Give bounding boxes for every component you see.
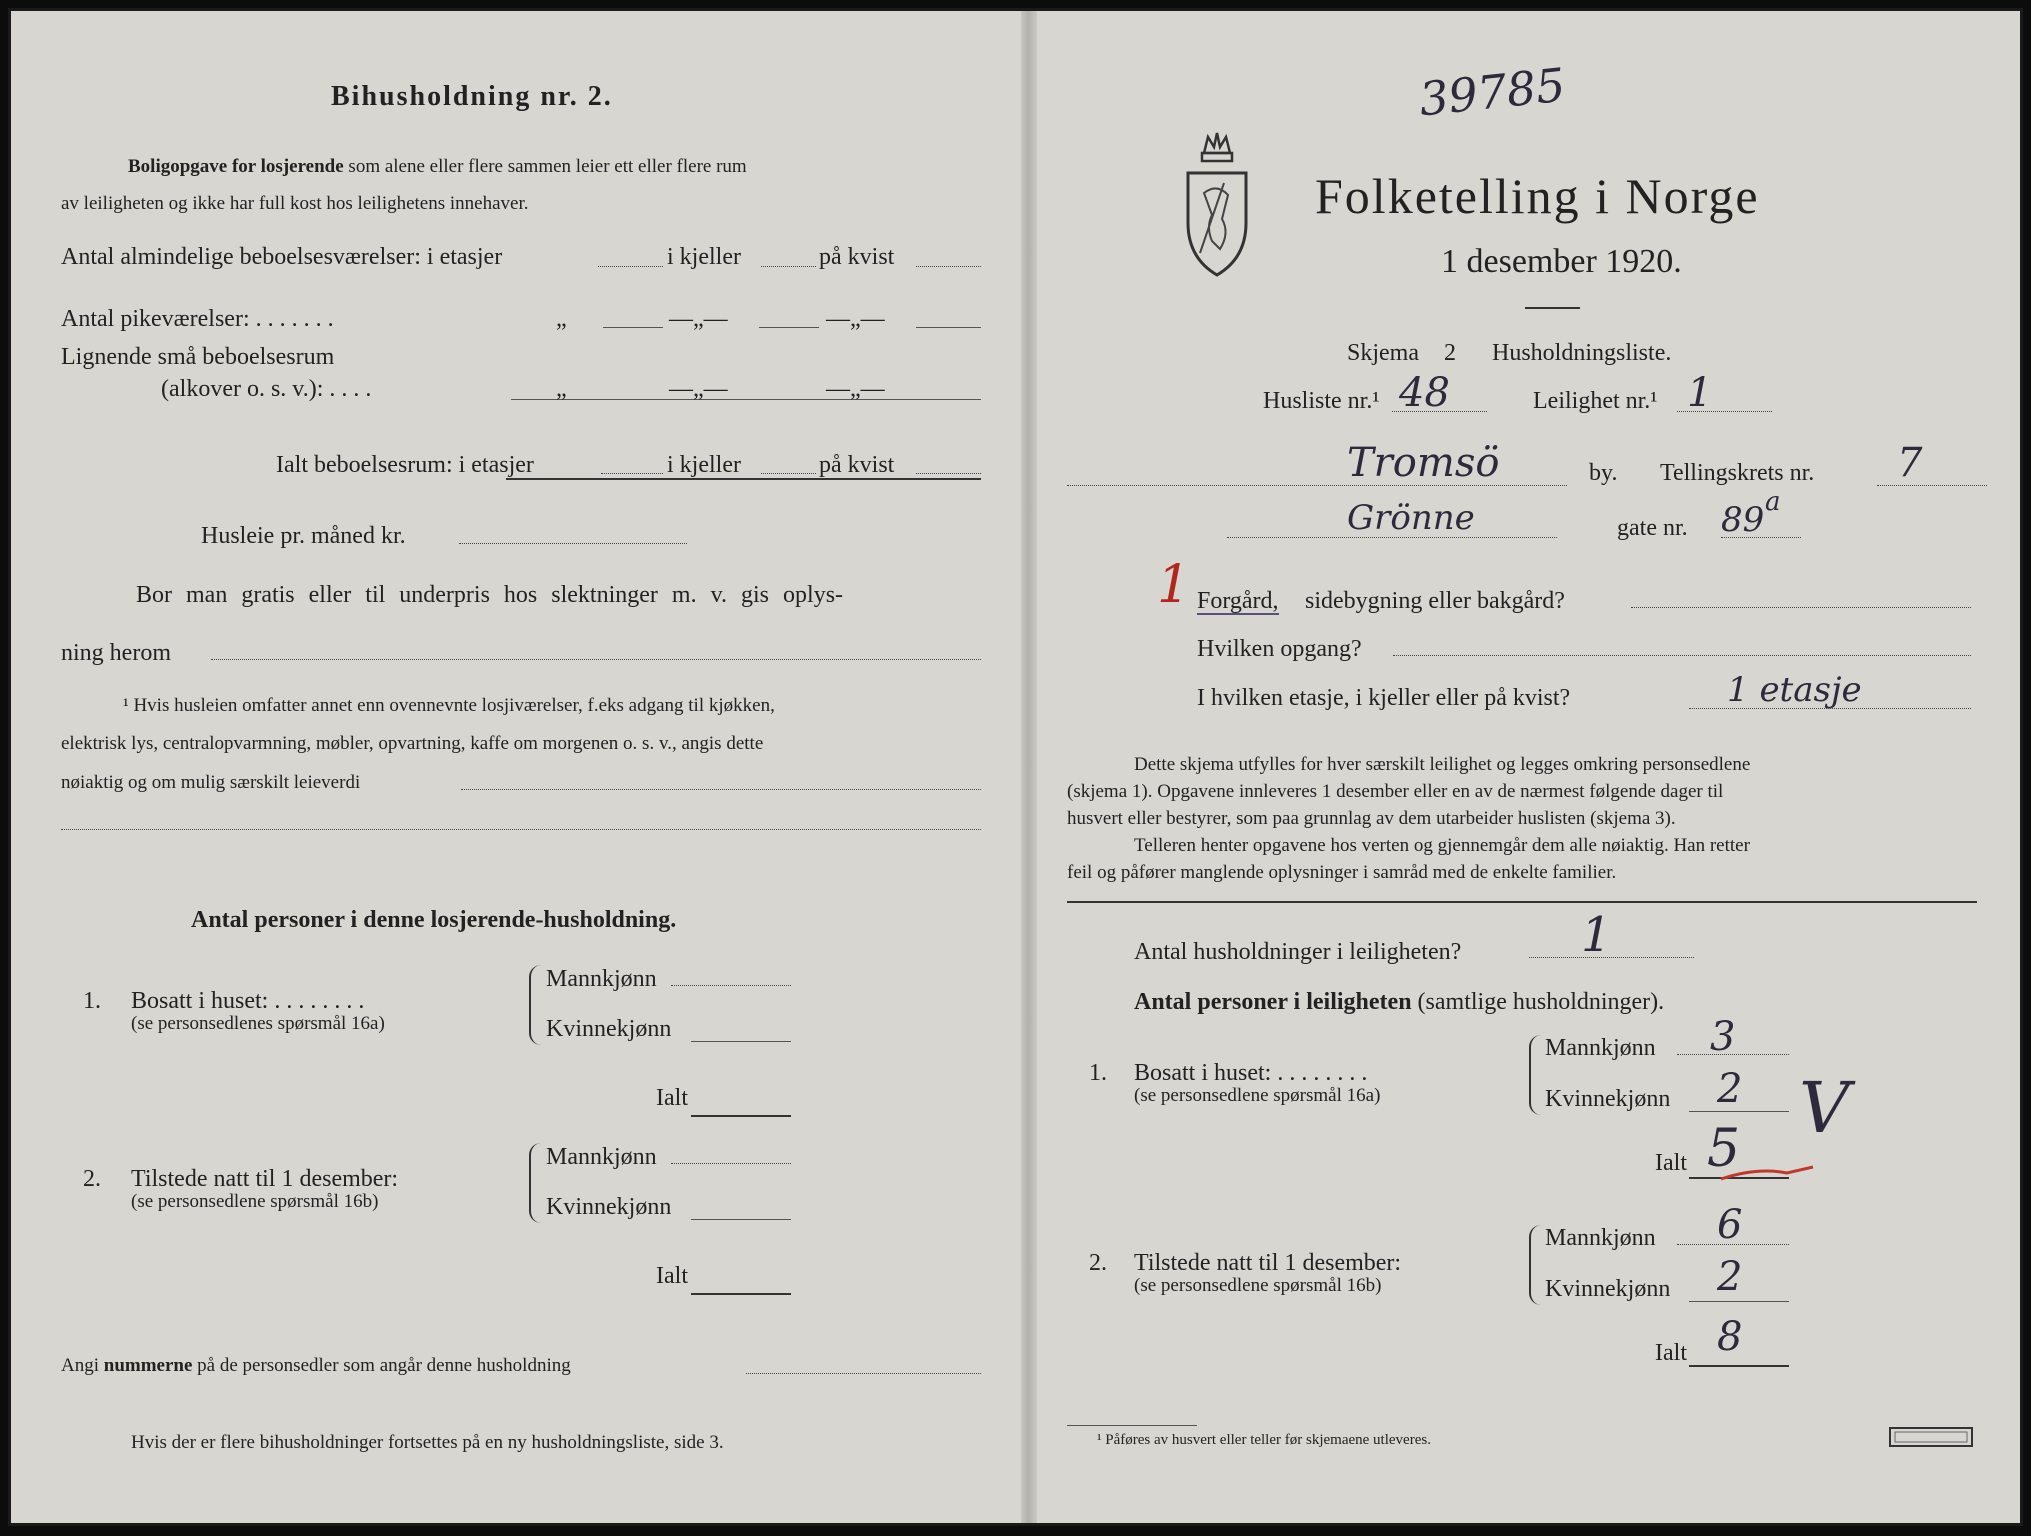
intro-line2: av leiligheten og ikke har full kost hos leilighetens innehaver. [61, 193, 529, 214]
right-q2-sub: (se personsedlene spørsmål 16b) [1134, 1275, 1382, 1296]
forgard-label: Forgård, [1197, 588, 1279, 614]
intro-rest: som alene eller flere sammen leier ett eller flere rum [348, 156, 747, 177]
rooms-label: Antal almindelige beboelsesværelser: i etasjer [61, 244, 503, 270]
husliste-value: 48 [1399, 370, 1450, 416]
skjema-value: 2 [1444, 340, 1456, 366]
instr-line1: Dette skjema utfylles for hver særskilt leilighet og legges omkring personsedlene [1134, 754, 1751, 775]
right-footnote: ¹ Påføres av husvert eller teller før skjemaene utleveres. [1097, 1432, 1431, 1448]
ialt-kvist: på kvist [819, 452, 895, 478]
page-fold [1021, 11, 1037, 1523]
right-q2-kvinne: Kvinnekjønn [1545, 1276, 1671, 1302]
by-label: by. [1589, 460, 1618, 486]
red-underline-mark [1717, 1161, 1817, 1187]
left-footer: Hvis der er flere bihusholdninger fortsettes på en ny husholdningsliste, side 3. [131, 1432, 724, 1453]
left-title: Bihusholdning nr. 2. [331, 81, 613, 112]
free-line1: Bor man gratis eller til underpris hos slektninger m. v. gis oplys- [136, 582, 844, 608]
archive-number: 39785 [1416, 57, 1568, 127]
angi-field [746, 1373, 981, 1374]
printer-stamp-icon [1889, 1427, 1973, 1447]
small-rooms-sub: (alkover o. s. v.): . . . . [161, 376, 372, 402]
note-line1: ¹ Hvis husleien omfatter annet enn ovennevnte losjiværelser, f.eks adgang til kjøkken, [123, 695, 775, 716]
right-q1-ialt: Ialt [1655, 1150, 1687, 1176]
city-value: Tromsö [1347, 440, 1500, 486]
households-label: Antal husholdninger i leiligheten? [1134, 939, 1462, 965]
left-q1-sub: (se personsedlenes spørsmål 16a) [131, 1013, 385, 1034]
right-q2-kvinne-value: 2 [1717, 1254, 1743, 1300]
persons-rest: (samtlige husholdninger). [1417, 989, 1665, 1015]
right-q1-ialt-value: 5 [1707, 1119, 1741, 1179]
angi-2: på de personsedler som angår denne husholdning [197, 1355, 571, 1376]
etasje-value: 1 etasje [1727, 670, 1862, 710]
street-value: Grönne [1347, 498, 1475, 538]
left-q2-mann: Mannkjønn [546, 1144, 657, 1170]
forgard-rest: sidebygning eller bakgård? [1305, 588, 1565, 614]
right-q1-kvinne: Kvinnekjønn [1545, 1086, 1671, 1112]
right-q1-kvinne-value: 2 [1717, 1066, 1743, 1112]
opgang-label: Hvilken opgang? [1197, 636, 1362, 662]
pike-ditto-2: —„— [669, 306, 728, 332]
leilighet-label: Leilighet nr.¹ [1533, 388, 1658, 414]
instr-line4: Telleren henter opgavene hos verten og gjennemgår dem alle nøiaktig. Han retter [1134, 835, 1750, 856]
left-q1-ialt: Ialt [656, 1085, 688, 1111]
right-q1-num: 1. [1089, 1060, 1107, 1086]
left-persons-heading: Antal personer i denne losjerende-husholdning. [191, 907, 677, 933]
left-q1-kvinne: Kvinnekjønn [546, 1016, 672, 1042]
pike-ditto-3: —„— [826, 306, 885, 332]
right-q2-mann-value: 6 [1717, 1202, 1743, 1248]
ialt-rooms-label: Ialt beboelsesrum: i etasjer [276, 452, 534, 478]
intro-bold: Boligopgave for losjerende [128, 156, 344, 177]
skjema-label: Skjema [1347, 340, 1419, 366]
right-q2-label: Tilstede natt til 1 desember: [1134, 1250, 1402, 1276]
right-q1-sub: (se personsedlene spørsmål 16a) [1134, 1085, 1381, 1106]
leilighet-value: 1 [1687, 370, 1713, 416]
pike-label: Antal pikeværelser: . . . . . . . [61, 306, 334, 332]
rent-field [459, 543, 687, 544]
left-q1-label: Bosatt i huset: . . . . . . . . [131, 988, 365, 1014]
rent-label: Husleie pr. måned kr. [201, 523, 406, 549]
right-page [1037, 11, 2023, 1523]
free-field [211, 659, 981, 660]
left-q1-num: 1. [83, 988, 101, 1014]
left-q2-sub: (se personsedlene spørsmål 16b) [131, 1191, 379, 1212]
right-q1-label: Bosatt i huset: . . . . . . . . [1134, 1060, 1368, 1086]
small-ditto: „ [556, 376, 567, 402]
instr-line5: feil og påfører manglende oplysninger i samråd med de enkelte familier. [1067, 862, 1617, 883]
free-line2: ning herom [61, 640, 171, 666]
right-q2-ialt-value: 8 [1717, 1314, 1743, 1360]
small-rooms-label: Lignende små beboelsesrum [61, 344, 335, 370]
right-q2-num: 2. [1089, 1250, 1107, 1276]
left-q2-ialt: Ialt [656, 1263, 688, 1289]
note-line3: nøiaktig og om mulig særskilt leieverdi [61, 772, 361, 793]
right-title: Folketelling i Norge [1315, 168, 1760, 224]
instr-line3: husvert eller bestyrer, som paa grunnlag av dem utarbeider huslisten (skjema 3). [1067, 808, 1676, 829]
red-mark: 1 [1157, 555, 1191, 615]
etasje-label: I hvilken etasje, i kjeller eller på kvist? [1197, 685, 1571, 711]
krets-label: Tellingskrets nr. [1660, 460, 1815, 486]
left-q2-num: 2. [83, 1166, 101, 1192]
check-mark: V [1799, 1067, 1850, 1149]
ialt-kjeller: i kjeller [667, 452, 741, 478]
rooms-kvist: på kvist [819, 244, 895, 270]
note-line2: elektrisk lys, centralopvarmning, møbler, opvartning, kaffe om morgenen o. s. v., angis dette [61, 733, 764, 754]
left-q2-kvinne: Kvinnekjønn [546, 1194, 672, 1220]
right-q1-mann: Mannkjønn [1545, 1035, 1656, 1061]
right-q2-mann: Mannkjønn [1545, 1225, 1656, 1251]
husliste-label: Husliste nr.¹ [1263, 388, 1380, 414]
rooms-etasjer-field [598, 266, 663, 267]
rooms-kvist-field [916, 266, 981, 267]
left-q2-label: Tilstede natt til 1 desember: [131, 1166, 399, 1192]
census-date: 1 desember 1920. [1441, 243, 1682, 280]
coat-of-arms-icon [1182, 123, 1252, 281]
angi-bold: nummerne [103, 1355, 193, 1376]
pike-ditto: „ [556, 306, 567, 332]
gate-suffix: a [1765, 487, 1781, 517]
right-q2-ialt: Ialt [1655, 1340, 1687, 1366]
right-q1-mann-value: 3 [1710, 1014, 1736, 1060]
skjema-rest: Husholdningsliste. [1492, 340, 1672, 366]
gate-value: 89 [1721, 500, 1765, 540]
households-value: 1 [1581, 907, 1612, 963]
left-q1-mann: Mannkjønn [546, 966, 657, 992]
census-form-sheet [8, 8, 2023, 1526]
rooms-kjeller: i kjeller [667, 244, 741, 270]
small-ditto-3: —„— [826, 376, 885, 402]
small-ditto-2: —„— [669, 376, 728, 402]
persons-bold: Antal personer i leiligheten [1134, 989, 1412, 1015]
krets-value: 7 [1897, 440, 1923, 486]
instr-line2: (skjema 1). Opgavene innleveres 1 desember eller en av de nærmest følgende dager til [1067, 781, 1724, 802]
angi-1: Angi [61, 1355, 99, 1376]
left-page [11, 11, 1021, 1523]
gate-label: gate nr. [1617, 515, 1688, 541]
rooms-kjeller-field [761, 266, 816, 267]
